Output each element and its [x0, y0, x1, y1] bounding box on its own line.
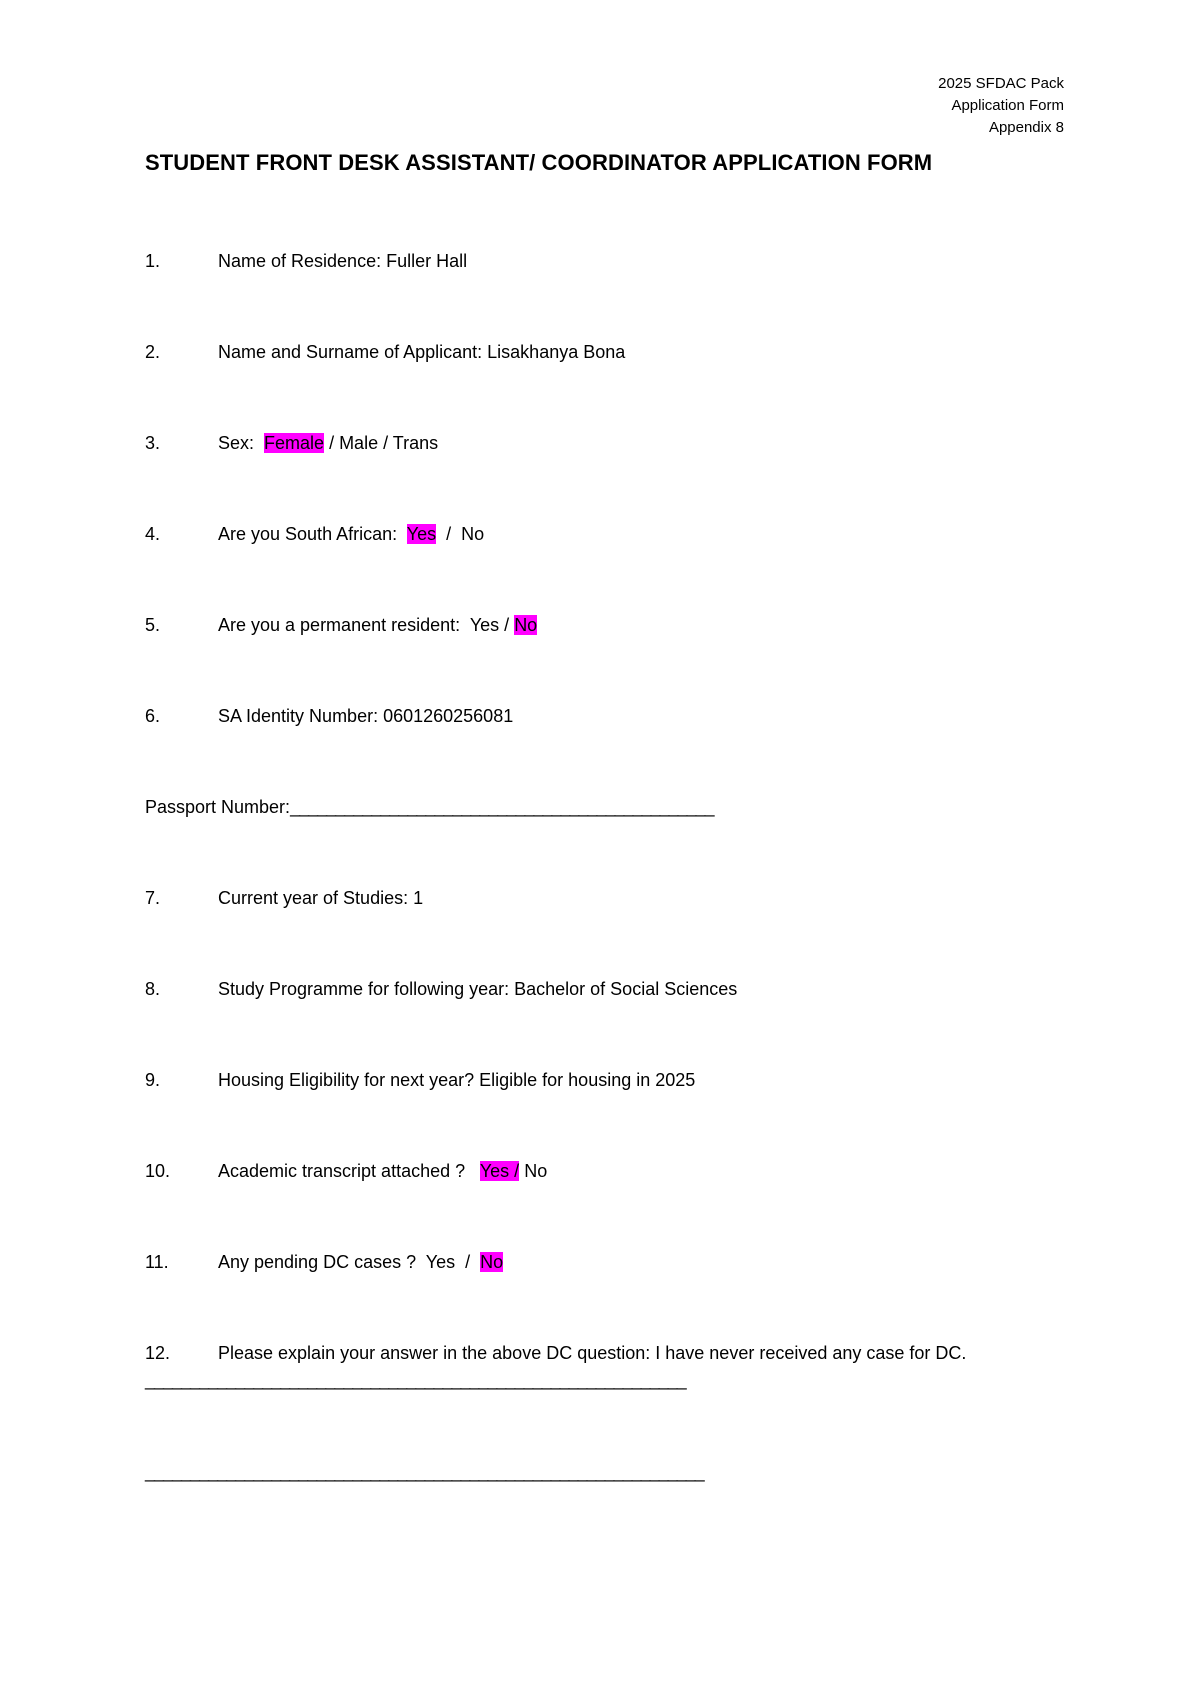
question-2 — [145, 339, 625, 365]
question-label: Study Programme for following year: — [218, 979, 515, 999]
question-number: 4. — [145, 524, 161, 544]
question-label: Are you South African: — [218, 524, 407, 544]
document-header — [938, 73, 1064, 139]
answer-applicant-name[interactable]: Lisakhanya Bona — [487, 342, 626, 362]
answer-study-programme[interactable]: Bachelor of Social Sciences — [514, 979, 738, 999]
question-number: 2. — [145, 342, 161, 362]
question-1 — [145, 248, 467, 274]
question-label: Current year of Studies: — [218, 888, 414, 908]
question-9 — [145, 1067, 695, 1093]
question-5 — [145, 612, 537, 638]
question-label: Housing Eligibility for next year? — [218, 1070, 480, 1090]
blank-answer-line[interactable]: ______________________________________________________________ — [145, 1462, 704, 1482]
question-number: 11. — [145, 1252, 169, 1272]
header-form: Application Form — [951, 97, 1064, 114]
question-label: SA Identity Number: — [218, 706, 384, 726]
question-11 — [145, 1249, 503, 1275]
answer-residence[interactable]: Fuller Hall — [386, 251, 468, 271]
question-4 — [145, 521, 484, 547]
option-no-selected[interactable]: No — [514, 615, 538, 635]
other-options[interactable]: No — [519, 1161, 548, 1181]
question-number: 5. — [145, 615, 161, 635]
question-6 — [145, 703, 513, 729]
question-12 — [145, 1340, 966, 1366]
question-number: 7. — [145, 888, 161, 908]
question-8 — [145, 976, 737, 1002]
other-options[interactable]: / Male / Trans — [324, 433, 439, 453]
question-label: Sex: — [218, 433, 265, 453]
question-label: Please explain your answer in the above DC question: — [218, 1343, 656, 1363]
question-7 — [145, 885, 423, 911]
page-title: STUDENT FRONT DESK ASSISTANT/ COORDINATOR APPLICATION FORM — [145, 150, 933, 175]
answer-id-number[interactable]: 0601260256081 — [383, 706, 514, 726]
passport-label: Passport Number: — [145, 797, 291, 817]
header-pack: 2025 SFDAC Pack — [938, 75, 1064, 92]
answer-dc-explanation[interactable]: I have never received any case for DC. — [655, 1343, 967, 1363]
question-3 — [145, 430, 438, 456]
option-yes-selected[interactable]: Yes / — [479, 1161, 520, 1181]
answer-housing-eligibility[interactable]: Eligible for housing in 2025 — [479, 1070, 696, 1090]
header-appendix: Appendix 8 — [988, 119, 1064, 136]
option-no-selected[interactable]: No — [480, 1252, 504, 1272]
blank-answer-line[interactable]: ____________________________________________________________ — [145, 1370, 686, 1390]
option-yes-selected[interactable]: Yes — [406, 524, 437, 544]
question-number: 8. — [145, 979, 161, 999]
question-label: Name of Residence: — [218, 251, 387, 271]
question-label: Academic transcript attached ? — [218, 1161, 480, 1181]
question-number: 6. — [145, 706, 161, 726]
question-label: Name and Surname of Applicant: — [218, 342, 488, 362]
question-number: 9. — [145, 1070, 161, 1090]
passport-blank-field[interactable]: _______________________________________________ — [290, 797, 714, 817]
question-number: 1. — [145, 251, 161, 271]
question-number: 10. — [145, 1161, 171, 1181]
question-number: 3. — [145, 433, 161, 453]
passport-row — [145, 794, 714, 820]
question-10 — [145, 1158, 547, 1184]
question-label: Any pending DC cases ? Yes / — [218, 1252, 481, 1272]
option-female-selected[interactable]: Female — [264, 433, 325, 453]
other-options[interactable]: / No — [436, 524, 485, 544]
answer-year-of-study[interactable]: 1 — [413, 888, 424, 908]
question-number: 12. — [145, 1343, 171, 1363]
question-label: Are you a permanent resident: Yes / — [218, 615, 515, 635]
